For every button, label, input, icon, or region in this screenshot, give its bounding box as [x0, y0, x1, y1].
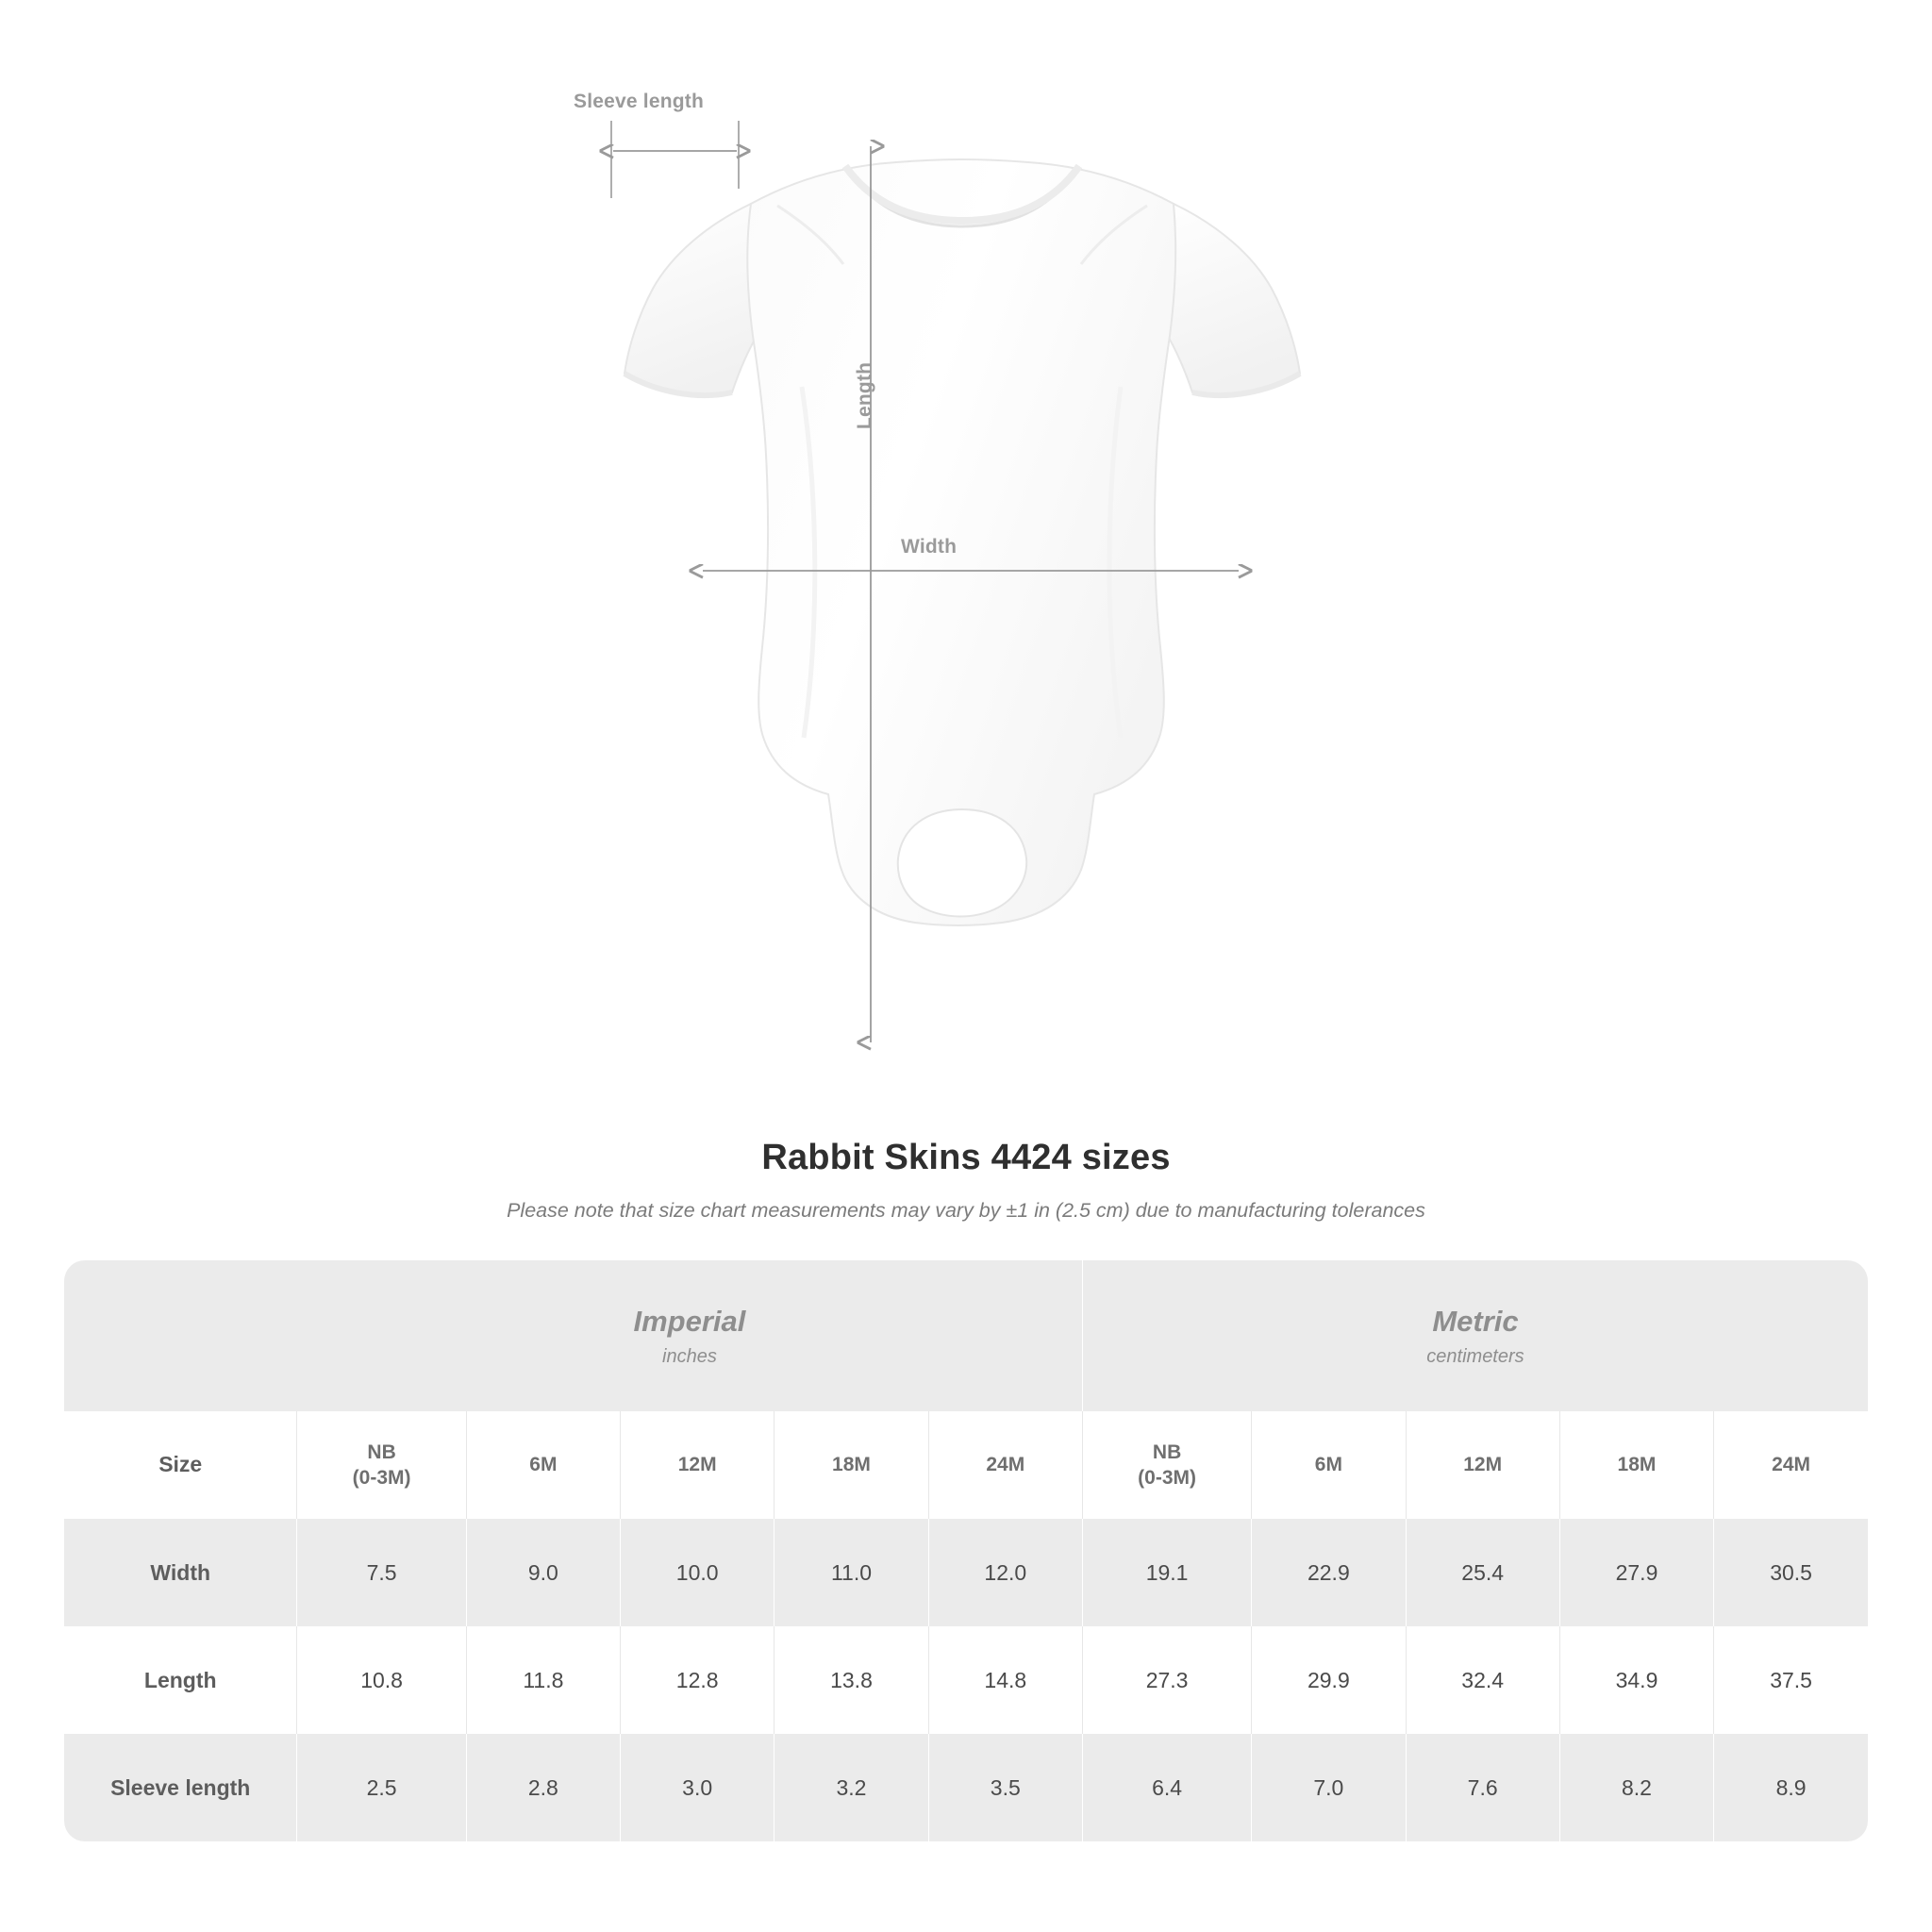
unit-header-row [64, 1260, 1868, 1411]
cell-width-6m-cm: 22.9 [1252, 1519, 1406, 1626]
header-col-nb-imperial [297, 1411, 466, 1519]
cell-sleeve-24m-cm: 8.9 [1714, 1734, 1868, 1841]
cell-length-18m-in: 13.8 [774, 1626, 928, 1734]
cell-length-24m-cm: 37.5 [1714, 1626, 1868, 1734]
cell-length-18m-cm: 34.9 [1559, 1626, 1713, 1734]
header-col-12m-imperial: 12M [621, 1411, 774, 1519]
cell-width-6m-in: 9.0 [466, 1519, 620, 1626]
header-col-nb-metric [1082, 1411, 1251, 1519]
length-label: Length [854, 361, 875, 429]
table-row [64, 1519, 1868, 1626]
column-header-row [64, 1411, 1868, 1519]
cell-sleeve-12m-cm: 7.6 [1406, 1734, 1559, 1841]
cell-sleeve-nb-cm: 6.4 [1082, 1734, 1251, 1841]
header-col-18m-imperial: 18M [774, 1411, 928, 1519]
cell-width-nb-cm: 19.1 [1082, 1519, 1251, 1626]
sleeve-length-label: Sleeve length [574, 91, 704, 112]
size-table [64, 1260, 1868, 1841]
header-col-18m-metric: 18M [1559, 1411, 1713, 1519]
row-label-sleeve-length: Sleeve length [64, 1734, 297, 1841]
cell-width-12m-cm: 25.4 [1406, 1519, 1559, 1626]
header-col-nb-imperial-line2: (0-3M) [352, 1467, 411, 1489]
unit-group-metric-name: Metric [1432, 1304, 1519, 1338]
cell-length-12m-in: 12.8 [621, 1626, 774, 1734]
unit-spacer-cell [64, 1260, 297, 1411]
cell-length-nb-cm: 27.3 [1082, 1626, 1251, 1734]
table-row [64, 1734, 1868, 1841]
cell-sleeve-nb-in: 2.5 [297, 1734, 466, 1841]
cell-sleeve-18m-cm: 8.2 [1559, 1734, 1713, 1841]
unit-group-metric [1082, 1260, 1868, 1411]
cell-width-18m-cm: 27.9 [1559, 1519, 1713, 1626]
header-col-6m-imperial: 6M [466, 1411, 620, 1519]
cell-sleeve-24m-in: 3.5 [928, 1734, 1082, 1841]
cell-width-nb-in: 7.5 [297, 1519, 466, 1626]
header-col-24m-imperial: 24M [928, 1411, 1082, 1519]
unit-group-imperial [297, 1260, 1083, 1411]
header-size: Size [64, 1411, 297, 1519]
cell-width-12m-in: 10.0 [621, 1519, 774, 1626]
table-row [64, 1626, 1868, 1734]
unit-group-metric-sub: centimeters [1426, 1346, 1524, 1368]
header-col-24m-metric: 24M [1714, 1411, 1868, 1519]
width-label: Width [901, 536, 958, 558]
header-col-12m-metric: 12M [1406, 1411, 1559, 1519]
cell-sleeve-6m-in: 2.8 [466, 1734, 620, 1841]
cell-length-nb-in: 10.8 [297, 1626, 466, 1734]
title-block [0, 1138, 1932, 1223]
cell-length-6m-cm: 29.9 [1252, 1626, 1406, 1734]
cell-length-6m-in: 11.8 [466, 1626, 620, 1734]
unit-group-imperial-sub: inches [662, 1346, 717, 1368]
header-col-6m-metric: 6M [1252, 1411, 1406, 1519]
size-table-wrapper [64, 1260, 1868, 1841]
row-label-length: Length [64, 1626, 297, 1734]
cell-width-18m-in: 11.0 [774, 1519, 928, 1626]
cell-sleeve-12m-in: 3.0 [621, 1734, 774, 1841]
cell-length-12m-cm: 32.4 [1406, 1626, 1559, 1734]
tolerance-note: Please note that size chart measurements may vary by ±1 in (2.5 cm) due to manufacturing tolerances [507, 1199, 1425, 1222]
header-col-nb-imperial-line1: NB [367, 1441, 396, 1463]
cell-sleeve-18m-in: 3.2 [774, 1734, 928, 1841]
cell-width-24m-cm: 30.5 [1714, 1519, 1868, 1626]
row-label-width: Width [64, 1519, 297, 1626]
header-col-nb-metric-line2: (0-3M) [1138, 1467, 1196, 1489]
cell-sleeve-6m-cm: 7.0 [1252, 1734, 1406, 1841]
cell-length-24m-in: 14.8 [928, 1626, 1082, 1734]
unit-group-imperial-name: Imperial [633, 1304, 746, 1338]
cell-width-24m-in: 12.0 [928, 1519, 1082, 1626]
page-title: Rabbit Skins 4424 sizes [761, 1138, 1171, 1177]
header-col-nb-metric-line1: NB [1152, 1441, 1182, 1463]
